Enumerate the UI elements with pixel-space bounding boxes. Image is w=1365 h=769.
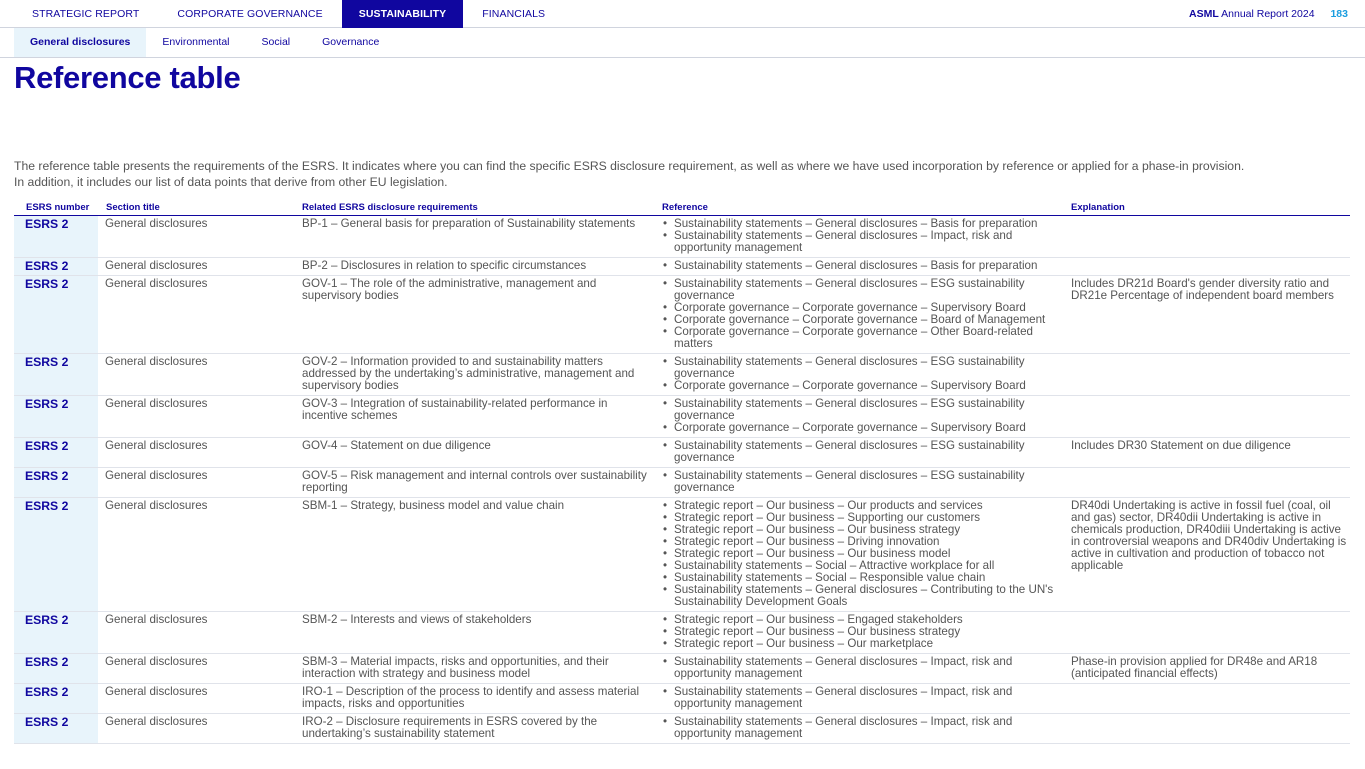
- explanation-cell: Includes DR30 Statement on due diligence: [1069, 437, 1350, 467]
- section-title-cell: General disclosures: [98, 353, 300, 395]
- table-row: [14, 353, 1350, 395]
- report-header: [1189, 0, 1348, 28]
- requirement-cell: GOV-2 – Information provided to and sustainability matters addressed by the undertaking’s administrative, management and supervisory bodies: [300, 353, 662, 395]
- table-row: [14, 257, 1350, 275]
- reference-cell: [662, 467, 1069, 497]
- table-row: [14, 215, 1350, 257]
- explanation-cell: [1069, 395, 1350, 437]
- intro-line-1: The reference table presents the requirements of the ESRS. It indicates where you can find the specific ESRS disclosure requirement, as well as where we have used incorporation by reference or applied for a phase-in provision.: [14, 159, 1245, 173]
- reference-item[interactable]: • Sustainability statements – General disclosures – Impact, risk and opportunity management: [662, 686, 1065, 710]
- top-navigation: [0, 0, 1365, 28]
- reference-item[interactable]: • Sustainability statements – General disclosures – Basis for preparation: [662, 218, 1065, 230]
- reference-cell: [662, 683, 1069, 713]
- reference-cell: [662, 653, 1069, 683]
- reference-list: [662, 500, 1065, 608]
- table-row: [14, 611, 1350, 653]
- esrs-number-cell: ESRS 2: [14, 395, 98, 437]
- reference-list: [662, 716, 1065, 740]
- explanation-cell: [1069, 611, 1350, 653]
- intro-text: [14, 159, 1344, 190]
- table-row: [14, 713, 1350, 743]
- explanation-cell: Phase-in provision applied for DR48e and AR18 (anticipated financial effects): [1069, 653, 1350, 683]
- requirement-cell: GOV-1 – The role of the administrative, management and supervisory bodies: [300, 275, 662, 353]
- esrs-number-cell: ESRS 2: [14, 683, 98, 713]
- reference-item[interactable]: • Sustainability statements – General disclosures – Contributing to the UN's Sustainability Development Goals: [662, 584, 1065, 608]
- section-title-cell: General disclosures: [98, 497, 300, 611]
- reference-item[interactable]: • Sustainability statements – General disclosures – ESG sustainability governance: [662, 356, 1065, 380]
- header-section-title: Section title: [98, 199, 300, 215]
- page-number: 183: [1330, 8, 1348, 20]
- explanation-cell: Includes DR21d Board's gender diversity ratio and DR21e Percentage of independent board members: [1069, 275, 1350, 353]
- requirement-cell: GOV-3 – Integration of sustainability-related performance in incentive schemes: [300, 395, 662, 437]
- table-row: [14, 467, 1350, 497]
- header-explanation: Explanation: [1069, 199, 1350, 215]
- reference-item[interactable]: • Sustainability statements – General disclosures – Impact, risk and opportunity management: [662, 656, 1065, 680]
- esrs-number-cell: ESRS 2: [14, 257, 98, 275]
- subtab-governance[interactable]: Governance: [322, 36, 380, 48]
- requirement-cell: BP-1 – General basis for preparation of Sustainability statements: [300, 215, 662, 257]
- requirement-cell: IRO-1 – Description of the process to identify and assess material impacts, risks and opportunities: [300, 683, 662, 713]
- report-title: Annual Report 2024: [1221, 8, 1315, 20]
- table-row: [14, 395, 1350, 437]
- page-title: Reference table: [14, 60, 241, 95]
- esrs-number-cell: ESRS 2: [14, 497, 98, 611]
- reference-list: [662, 440, 1065, 464]
- reference-cell: [662, 437, 1069, 467]
- section-title-cell: General disclosures: [98, 215, 300, 257]
- section-title-cell: General disclosures: [98, 713, 300, 743]
- reference-item[interactable]: • Strategic report – Our business – Our business strategy: [662, 524, 1065, 536]
- requirement-cell: SBM-3 – Material impacts, risks and opportunities, and their interaction with strategy and business model: [300, 653, 662, 683]
- reference-cell: [662, 713, 1069, 743]
- table-row: [14, 683, 1350, 713]
- reference-cell: [662, 395, 1069, 437]
- reference-list: [662, 278, 1065, 350]
- header-esrs-number: ESRS number: [14, 199, 98, 215]
- esrs-number-cell: ESRS 2: [14, 467, 98, 497]
- table-header-row: [14, 199, 1350, 215]
- section-title-cell: General disclosures: [98, 275, 300, 353]
- section-title-cell: General disclosures: [98, 257, 300, 275]
- reference-item[interactable]: • Strategic report – Our business – Supporting our customers: [662, 512, 1065, 524]
- reference-list: [662, 260, 1065, 272]
- reference-item[interactable]: • Strategic report – Our business – Our business model: [662, 548, 1065, 560]
- table-row: [14, 497, 1350, 611]
- reference-item[interactable]: • Strategic report – Our business – Our business strategy: [662, 626, 1065, 638]
- reference-item[interactable]: • Sustainability statements – General disclosures – ESG sustainability governance: [662, 440, 1065, 464]
- requirement-cell: BP-2 – Disclosures in relation to specific circumstances: [300, 257, 662, 275]
- reference-list: [662, 656, 1065, 680]
- header-requirements: Related ESRS disclosure requirements: [300, 199, 662, 215]
- subtab-environmental[interactable]: Environmental: [162, 36, 230, 48]
- section-title-cell: General disclosures: [98, 611, 300, 653]
- reference-list: [662, 470, 1065, 494]
- reference-item[interactable]: • Strategic report – Our business – Driving innovation: [662, 536, 1065, 548]
- brand-name: ASML: [1189, 8, 1219, 20]
- reference-item[interactable]: • Sustainability statements – Social – Responsible value chain: [662, 572, 1065, 584]
- reference-list: [662, 398, 1065, 434]
- reference-cell: [662, 353, 1069, 395]
- table-row: [14, 275, 1350, 353]
- esrs-number-cell: ESRS 2: [14, 653, 98, 683]
- section-title-cell: General disclosures: [98, 653, 300, 683]
- reference-list: [662, 686, 1065, 710]
- reference-item[interactable]: • Corporate governance – Corporate governance – Other Board-related matters: [662, 326, 1065, 350]
- esrs-number-cell: ESRS 2: [14, 437, 98, 467]
- reference-item[interactable]: • Corporate governance – Corporate governance – Supervisory Board: [662, 302, 1065, 314]
- tab-sustainability[interactable]: SUSTAINABILITY: [342, 0, 464, 28]
- section-title-cell: General disclosures: [98, 437, 300, 467]
- reference-item[interactable]: • Sustainability statements – General disclosures – ESG sustainability governance: [662, 470, 1065, 494]
- requirement-cell: SBM-1 – Strategy, business model and value chain: [300, 497, 662, 611]
- table-row: [14, 437, 1350, 467]
- subtab-general-disclosures[interactable]: General disclosures: [14, 28, 146, 57]
- requirement-cell: SBM-2 – Interests and views of stakeholders: [300, 611, 662, 653]
- reference-list: [662, 614, 1065, 650]
- reference-item[interactable]: • Sustainability statements – General disclosures – Basis for preparation: [662, 260, 1065, 272]
- reference-item[interactable]: • Strategic report – Our business – Our marketplace: [662, 638, 1065, 650]
- section-title-cell: General disclosures: [98, 683, 300, 713]
- table-row: [14, 653, 1350, 683]
- reference-item[interactable]: • Corporate governance – Corporate governance – Board of Management: [662, 314, 1065, 326]
- reference-item[interactable]: • Sustainability statements – General disclosures – ESG sustainability governance: [662, 278, 1065, 302]
- reference-table: [14, 199, 1350, 744]
- explanation-cell: [1069, 353, 1350, 395]
- explanation-cell: [1069, 215, 1350, 257]
- reference-item[interactable]: • Strategic report – Our business – Our products and services: [662, 500, 1065, 512]
- header-reference: Reference: [662, 199, 1069, 215]
- section-title-cell: General disclosures: [98, 467, 300, 497]
- reference-cell: [662, 275, 1069, 353]
- esrs-number-cell: ESRS 2: [14, 713, 98, 743]
- requirement-cell: GOV-5 – Risk management and internal controls over sustainability reporting: [300, 467, 662, 497]
- explanation-cell: [1069, 467, 1350, 497]
- esrs-number-cell: ESRS 2: [14, 611, 98, 653]
- reference-item[interactable]: • Corporate governance – Corporate governance – Supervisory Board: [662, 380, 1065, 392]
- esrs-number-cell: ESRS 2: [14, 275, 98, 353]
- section-title-cell: General disclosures: [98, 395, 300, 437]
- reference-item[interactable]: • Sustainability statements – General disclosures – Impact, risk and opportunity management: [662, 716, 1065, 740]
- subtab-social[interactable]: Social: [261, 36, 291, 48]
- reference-cell: [662, 215, 1069, 257]
- explanation-cell: [1069, 257, 1350, 275]
- reference-item[interactable]: • Corporate governance – Corporate governance – Supervisory Board: [662, 422, 1065, 434]
- reference-item[interactable]: • Sustainability statements – General disclosures – ESG sustainability governance: [662, 398, 1065, 422]
- esrs-number-cell: ESRS 2: [14, 353, 98, 395]
- requirement-cell: GOV-4 – Statement on due diligence: [300, 437, 662, 467]
- reference-item[interactable]: • Strategic report – Our business – Engaged stakeholders: [662, 614, 1065, 626]
- tab-corporate-governance[interactable]: CORPORATE GOVERNANCE: [177, 8, 323, 20]
- reference-cell: [662, 611, 1069, 653]
- reference-item[interactable]: • Sustainability statements – Social – Attractive workplace for all: [662, 560, 1065, 572]
- reference-list: [662, 218, 1065, 254]
- reference-cell: [662, 257, 1069, 275]
- tab-strategic-report[interactable]: STRATEGIC REPORT: [32, 8, 140, 20]
- reference-item[interactable]: • Sustainability statements – General disclosures – Impact, risk and opportunity management: [662, 230, 1065, 254]
- explanation-cell: [1069, 713, 1350, 743]
- esrs-number-cell: ESRS 2: [14, 215, 98, 257]
- reference-list: [662, 356, 1065, 392]
- reference-cell: [662, 497, 1069, 611]
- explanation-cell: DR40di Undertaking is active in fossil fuel (coal, oil and gas) sector, DR40dii Undertaking is active in chemicals production, DR40diii Undertaking is active in controversial weapons and DR40div Undertaking is active in cultivation and production of tobacco not applicable: [1069, 497, 1350, 611]
- tab-financials[interactable]: FINANCIALS: [482, 8, 546, 20]
- explanation-cell: [1069, 683, 1350, 713]
- requirement-cell: IRO-2 – Disclosure requirements in ESRS covered by the undertaking’s sustainability statement: [300, 713, 662, 743]
- sub-navigation: [0, 28, 1365, 58]
- intro-line-2: In addition, it includes our list of data points that derive from other EU legislation.: [14, 174, 448, 189]
